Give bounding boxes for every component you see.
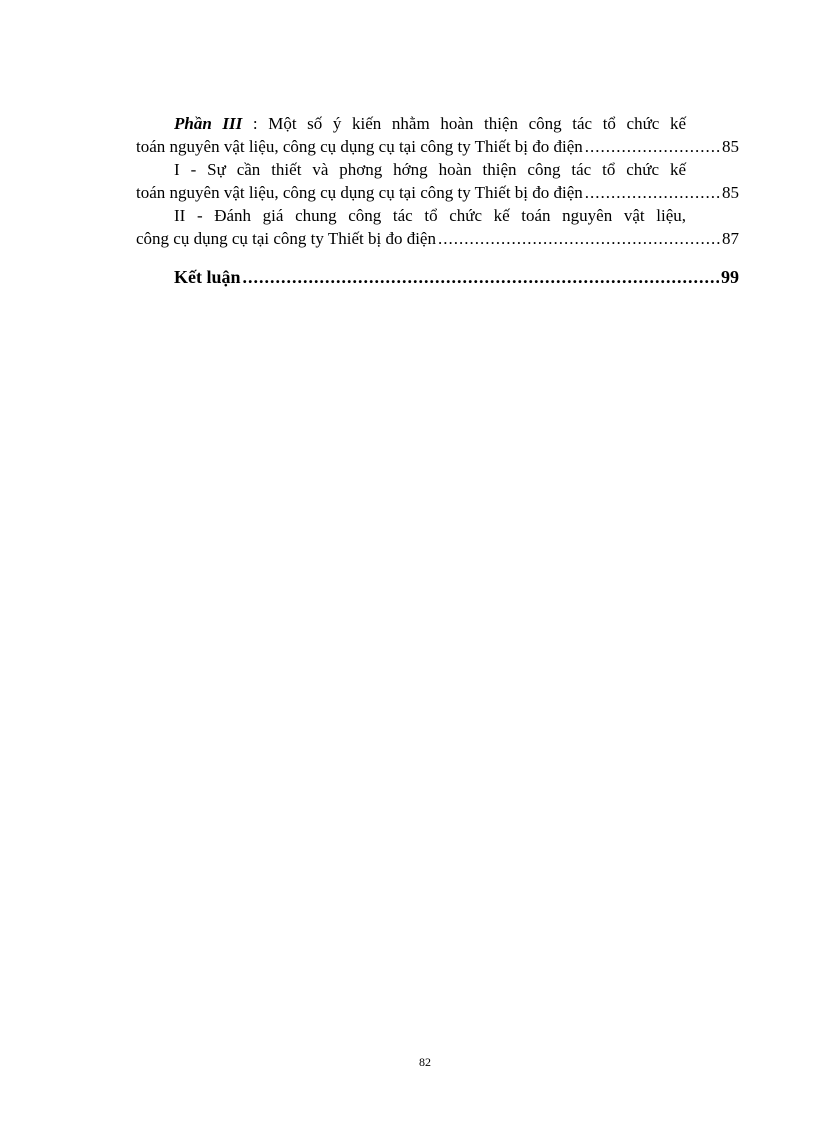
toc-item1-title-line2: toán nguyên vật liệu, công cụ dụng cụ tại công ty Thiết bị đo điện	[136, 183, 583, 202]
toc-conclusion-label: Kết luận	[174, 267, 241, 287]
toc-item1-title-line1: I - Sự cần thiết và phơng hớng hoàn thiện công tác tổ chức kế	[174, 160, 686, 179]
table-of-contents	[136, 112, 739, 289]
page-number: 82	[419, 1055, 431, 1069]
toc-part3-heading	[136, 112, 739, 135]
toc-item2-title-line1: II - Đánh giá chung công tác tổ chức kế toán nguyên vật liệu,	[174, 206, 686, 225]
toc-item1-page: 85	[722, 183, 739, 202]
toc-item2-heading	[136, 204, 739, 227]
toc-item2-entry[interactable]	[136, 227, 739, 250]
toc-leader-dots	[585, 181, 720, 204]
toc-part3-title-line2: toán nguyên vật liệu, công cụ dụng cụ tại công ty Thiết bị đo điện	[136, 137, 583, 156]
toc-leader-dots	[438, 227, 720, 250]
toc-conclusion-page: 99	[721, 267, 739, 287]
toc-leader-dots	[585, 135, 720, 158]
toc-part3-page: 85	[722, 137, 739, 156]
toc-leader-dots	[243, 266, 719, 289]
toc-item1-entry[interactable]	[136, 181, 739, 204]
toc-item2-page: 87	[722, 229, 739, 248]
toc-item2-title-line2: công cụ dụng cụ tại công ty Thiết bị đo điện	[136, 229, 436, 248]
toc-part3-entry[interactable]	[136, 135, 739, 158]
toc-part3-title-line1: : Một số ý kiến nhằm hoàn thiện công tác tổ chức kế	[242, 114, 687, 133]
toc-conclusion-entry[interactable]	[136, 266, 739, 289]
toc-item1-heading	[136, 158, 739, 181]
toc-part3-label: Phần III	[174, 114, 243, 133]
